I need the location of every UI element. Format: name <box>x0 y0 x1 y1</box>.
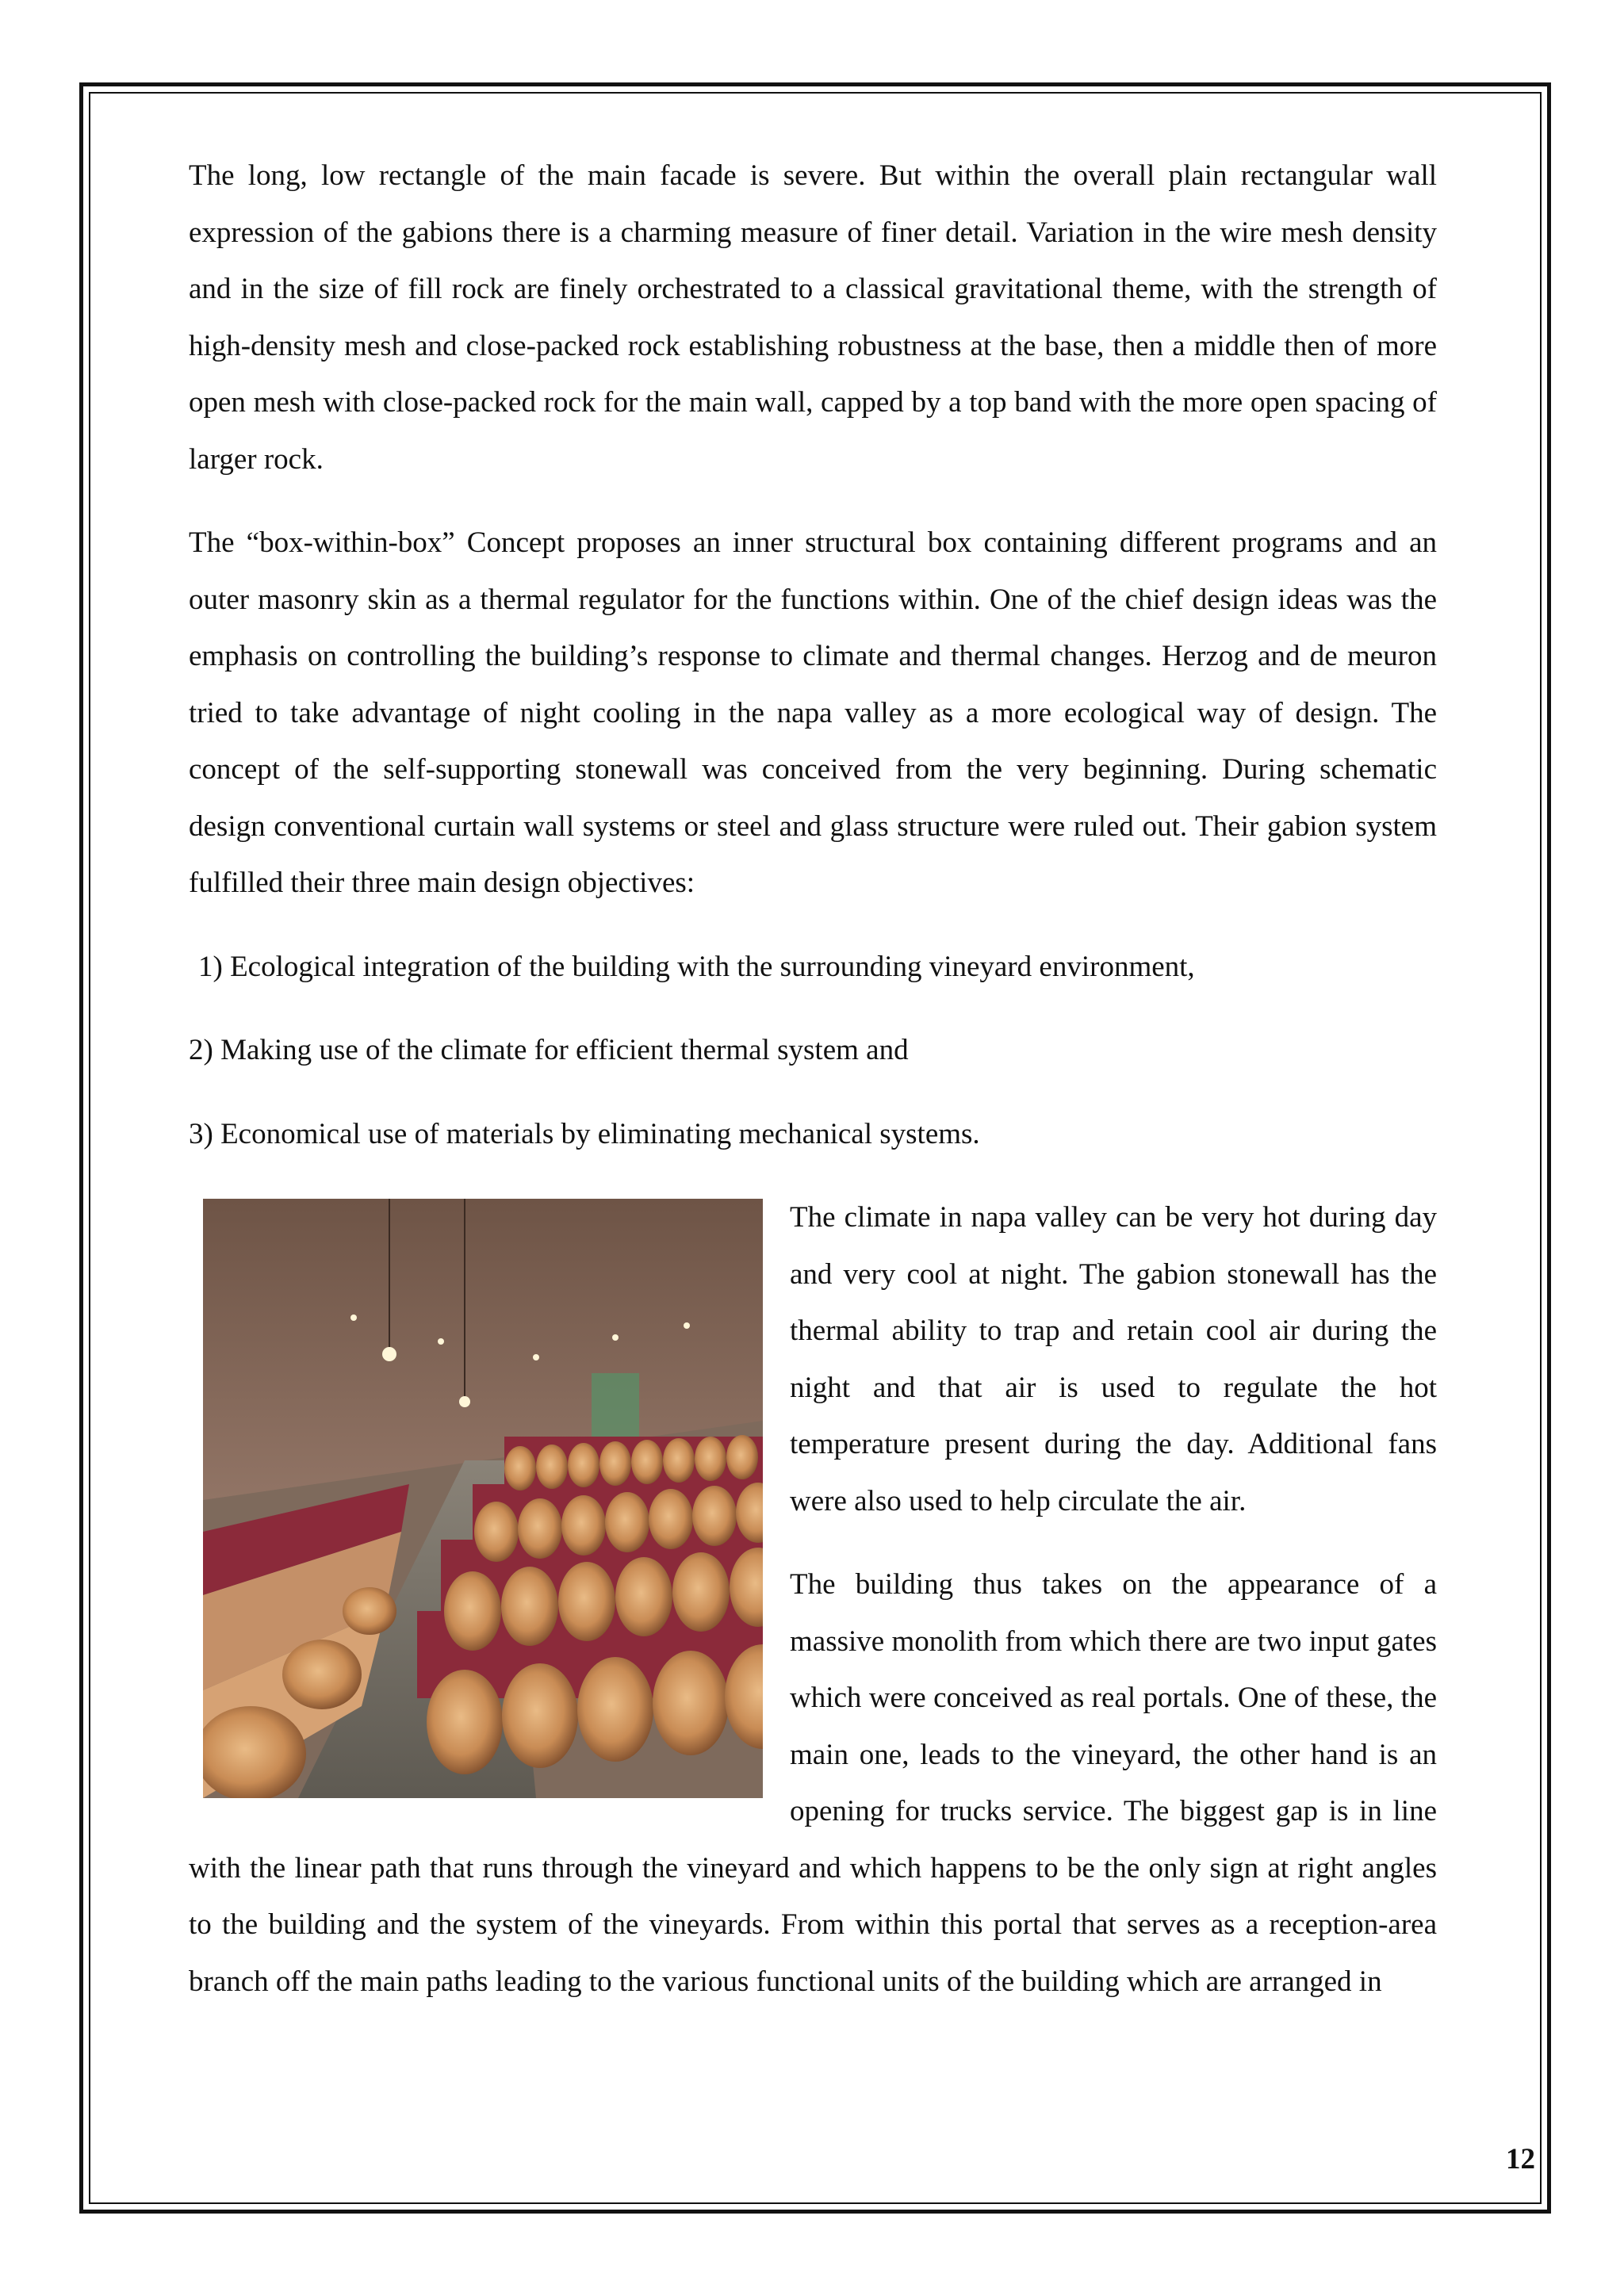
page-content <box>189 147 1437 2010</box>
paragraph-box-within-box: The “box-within-box” Concept proposes an inner structural box containing different programs and an outer masonry skin as a thermal regulator for the functions within. One of the chief design ideas was the emphasis on controlling the building’s response to climate and thermal changes. Herzog and de meuron tried to take advantage of night cooling in the napa valley as a more ecological way of design. The concept of the self-supporting stonewall was conceived from the very beginning. During schematic design conventional curtain wall systems or steel and glass structure were ruled out. Their gabion system fulfilled their three main design objectives: <box>189 526 1437 899</box>
objective-item-2: 2) Making use of the climate for efficient thermal system and <box>189 1034 909 1066</box>
barrel-cellar-photo <box>203 1199 763 1798</box>
paragraph-monolith: The building thus takes on the appearance of a massive monolith from which there are two input gates which were conceived as real portals. One of these, the main one, leads to the vineyard, the other hand is an opening for trucks service. The biggest gap is in line with the linear path that runs through the vineyard and which happens to be the only sign at right angles to the building and the system of the vineyards. From within this portal that serves as a reception-area branch off the main paths leading to the various functional units of the building which are arranged in <box>189 1568 1437 1998</box>
page-number: 12 <box>1506 2143 1535 2175</box>
paragraph-climate: The climate in napa valley can be very hot during day and very cool at night. The gabion stonewall has the thermal ability to trap and retain cool air during the night and that air is used to regulate the hot temperature present during the day. Additional fans were also used to help circulate the air. <box>790 1201 1437 1517</box>
objective-item-3: 3) Economical use of materials by eliminating mechanical systems. <box>189 1117 980 1150</box>
objective-item-1: 1) Ecological integration of the building with the surrounding vineyard environment, <box>198 950 1195 983</box>
paragraph-facade: The long, low rectangle of the main facade is severe. But within the overall plain rectangular wall expression of the gabions there is a charming measure of finer detail. Variation in the wire mesh density and in the size of fill rock are finely orchestrated to a classical gravitational theme, with the strength of high-density mesh and close-packed rock establishing robustness at the base, then a middle then of more open mesh with close-packed rock for the main wall, capped by a top band with the more open spacing of larger rock. <box>189 159 1437 476</box>
barrel-cellar-illustration <box>203 1199 763 1798</box>
